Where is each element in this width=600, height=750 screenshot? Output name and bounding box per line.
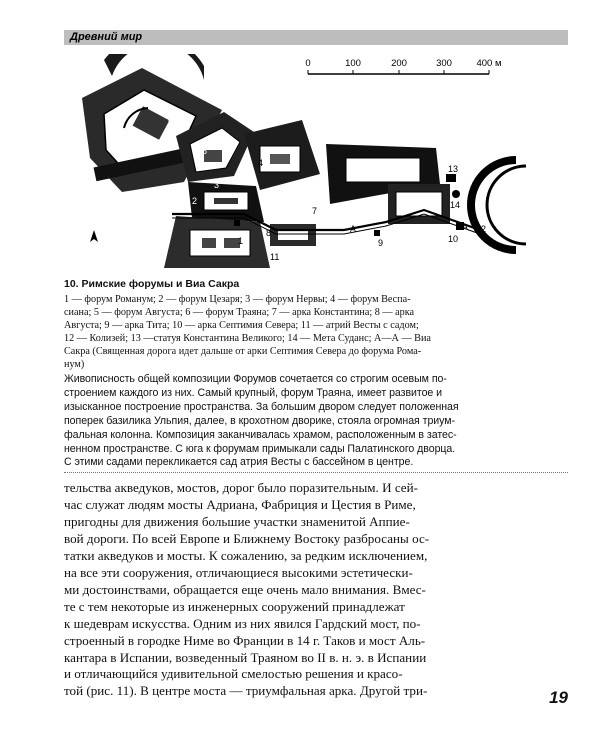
body-line: к шедеврам искусства. Одним из них явился Гардский мост, по-: [64, 615, 421, 631]
scale-label-400: 400 м: [476, 58, 502, 69]
map-label-10: 10: [448, 234, 459, 244]
body-line: строенный в городке Ниме во Франции в 14 г. Таков и мост Аль-: [64, 632, 426, 648]
commentary-line: изысканное построение пространства. За большим двором следует положенная: [64, 400, 459, 413]
map-label-7: 7: [312, 206, 318, 216]
map-label-3: 3: [214, 180, 220, 190]
scale-label-0: 0: [305, 58, 311, 69]
body-line: татки акведуков и мосты. К сожалению, за редким исключением,: [64, 547, 428, 563]
figure-commentary: [64, 373, 568, 470]
map-label-2: 2: [192, 196, 198, 206]
commentary-line: строением каждого из них. Самый крупный, форум Траяна, имеет развитое и: [64, 386, 443, 399]
map-label-6: 6: [168, 116, 174, 126]
body-line: ми достоинствами, обращается еще очень мало внимания. Вмес-: [64, 581, 426, 597]
body-line: пригодны для движения большие участки знаменитой Аппие-: [64, 513, 410, 529]
legend-line: Августа; 9 — арка Тита; 10 — арка Септимия Севера; 11 — атрий Весты с садом;: [64, 320, 419, 332]
map-label-13: 13: [448, 164, 459, 174]
body-text: [64, 480, 568, 700]
commentary-line: С этими садами перекликается сад атрия Весты с бассейном в центре.: [64, 456, 414, 469]
forum-map: [64, 54, 568, 268]
body-line: тельства акведуков, мостов, дорог было поразительным. И сей-: [64, 480, 418, 495]
forum-map-figure: [64, 54, 568, 268]
map-label-12: 12: [476, 224, 487, 234]
map-label-11: 11: [270, 252, 280, 262]
scale-label-200: 200: [391, 58, 407, 69]
section-divider: [64, 472, 568, 473]
forum-plan: [82, 54, 526, 268]
commentary-line: ненном пространстве. С юга к форумам примыкали сады Палатинского дворца.: [64, 442, 456, 455]
commentary-line: фальная колонна. Композиция заканчивалась храмом, расположенным в затес-: [64, 428, 457, 441]
map-label-14: 14: [450, 200, 461, 210]
map-label-5: 5: [202, 146, 208, 156]
map-label-A-west: A: [350, 224, 357, 234]
figure-legend: [64, 293, 568, 372]
body-line: той (рис. 11). В центре моста — триумфальная арка. Другой три-: [64, 683, 428, 699]
body-line: и отличающийся удивительной смелостью решения и красо-: [64, 666, 403, 682]
map-label-4: 4: [258, 158, 264, 168]
map-label-8: 8: [266, 228, 272, 238]
body-line: вой дороги. По всей Европе и Ближнему Востоку разбросаны ос-: [64, 530, 430, 546]
scale-label-100: 100: [345, 58, 361, 69]
commentary-line: Живописность общей композиции Форумов сочетается со строгим осевым по-: [64, 373, 447, 385]
map-label-A-east: A: [462, 222, 469, 232]
body-line: на все эти сооружения, отличающиеся высокими эстетически-: [64, 564, 413, 580]
running-header-title: Древний мир: [70, 31, 143, 43]
legend-line: 12 — Колизей; 13 —статуя Константина Великого; 14 — Мета Суданс; А—А — Виа: [64, 333, 431, 345]
scale-label-300: 300: [436, 58, 452, 69]
scale-bar: [305, 58, 501, 74]
page-number: 19: [549, 688, 568, 707]
legend-line: нум): [64, 359, 85, 371]
legend-line: сиана; 5 — форум Августа; 6 — форум Траяна; 7 — арка Константина; 8 — арка: [64, 307, 415, 319]
legend-line: 1 — форум Романум; 2 — форум Цезаря; 3 — форум Нервы; 4 — форум Веспа-: [64, 294, 411, 305]
figure-caption-title: 10. Римские форумы и Виа Сакра: [64, 278, 240, 290]
map-label-9: 9: [378, 238, 384, 248]
legend-line: Сакра (Священная дорога идет дальше от арки Септимия Севера до форума Рома-: [64, 346, 422, 358]
body-line: кантара в Испании, возведенный Траяном во II в. н. э. в Испании: [64, 649, 427, 665]
body-line: час служат людям мосты Адриана, Фабриция и Цестия в Риме,: [64, 496, 416, 512]
running-header: [64, 30, 568, 45]
body-line: те с тем некоторые из инженерных сооружений принадлежат: [64, 598, 405, 614]
commentary-line: поперек базилика Ульпия, далее, в крохотном дворике, стояла огромная триум-: [64, 414, 455, 427]
map-label-1: 1: [238, 236, 244, 246]
